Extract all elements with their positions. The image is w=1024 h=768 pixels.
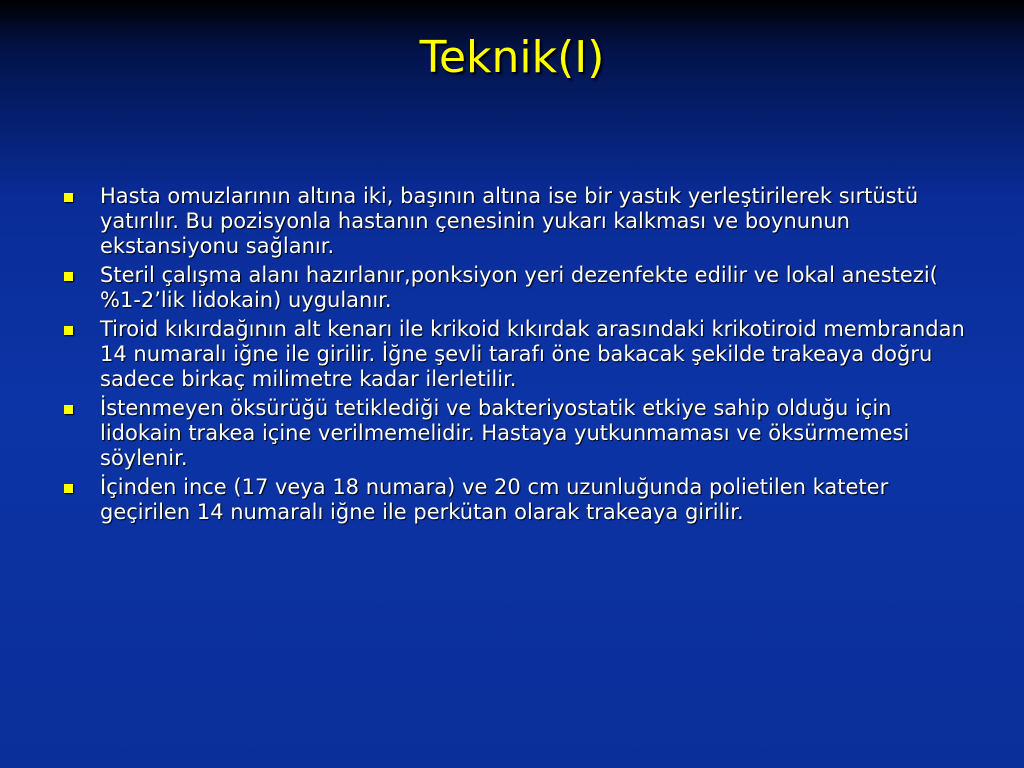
bullet-list: [62, 184, 972, 529]
square-bullet-icon: [64, 193, 73, 202]
list-item: [62, 184, 972, 259]
bullet-text: İçinden ince (17 veya 18 numara) ve 20 cm uzunluğunda polietilen kateter geçirilen 14 numaralı iğne ile perkütan olarak trakeaya girilir.: [100, 475, 889, 524]
list-item: [62, 317, 972, 392]
square-bullet-icon: [64, 272, 73, 281]
square-bullet-icon: [64, 326, 73, 335]
bullet-text: İstenmeyen öksürüğü tetiklediği ve bakteriyostatik etkiye sahip olduğu için lidokain trakea içine verilmemelidir. Hastaya yutkunmaması ve öksürmemesi söylenir.: [100, 396, 910, 470]
slide-title: Teknik(I): [419, 32, 605, 83]
bullet-text: Tiroid kıkırdağının alt kenarı ile krikoid kıkırdak arasındaki krikotiroid membrandan 14 numaralı iğne ile girilir. İğne şevli tarafı öne bakacak şekilde trakeaya doğru sadece birkaç milimetre kadar ilerletilir.: [100, 317, 965, 391]
square-bullet-icon: [64, 484, 73, 493]
square-bullet-icon: [64, 405, 73, 414]
bullet-text: Steril çalışma alanı hazırlanır,ponksiyon yeri dezenfekte edilir ve lokal anestezi( %1-2’lik lidokain) uygulanır.: [100, 263, 938, 312]
list-item: [62, 475, 972, 525]
list-item: [62, 263, 972, 313]
list-item: [62, 396, 972, 471]
bullet-text: Hasta omuzlarının altına iki, başının altına ise bir yastık yerleştirilerek sırtüstü yatırılır. Bu pozisyonla hastanın çenesinin yukarı kalkması ve boynunun ekstansiyonu sağlanır.: [100, 184, 919, 258]
